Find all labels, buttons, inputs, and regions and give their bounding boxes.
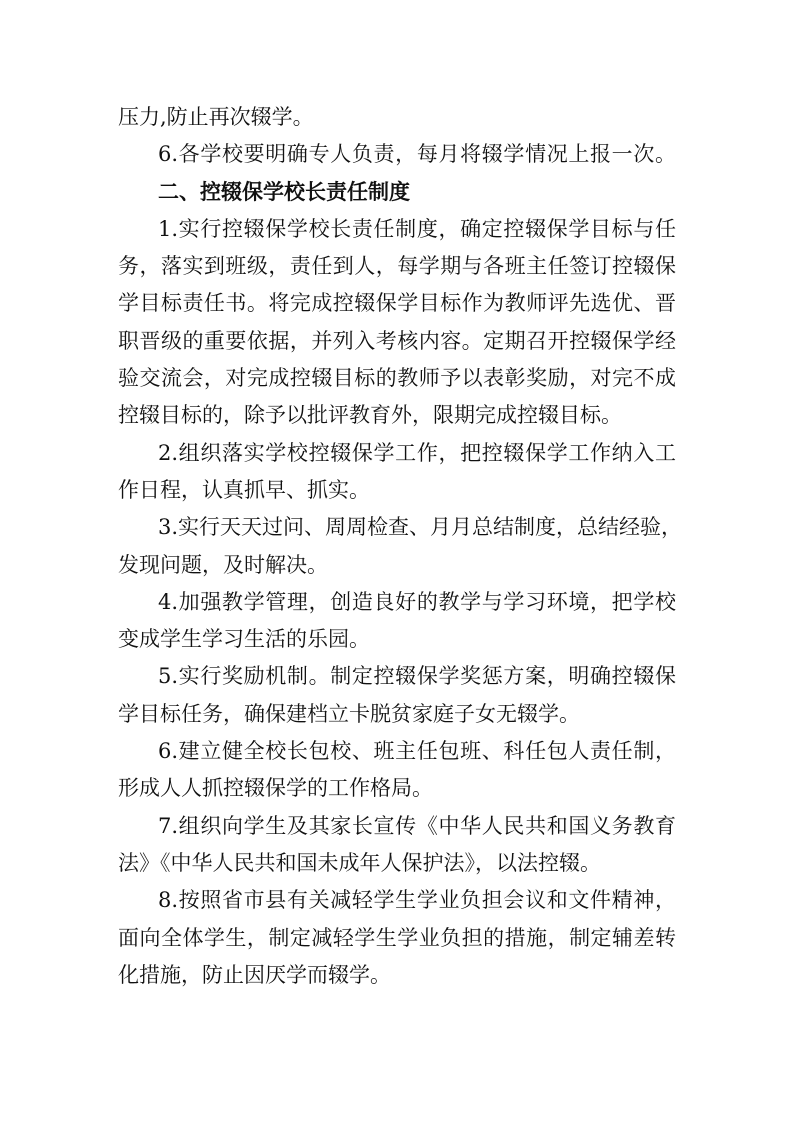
text-line: 发现问题，及时解决。 <box>118 552 328 577</box>
text-line: 验交流会，对完成控辍目标的教师予以表彰奖励，对完不成 <box>118 366 676 391</box>
text-line: 务，落实到班级，责任到人，每学期与各班主任签订控辍保 <box>118 254 676 279</box>
text-line: 3.实行天天过问、周周检查、月月总结制度，总结经验， <box>158 515 683 540</box>
text-line: 形成人人抓控辍保学的工作格局。 <box>118 776 433 801</box>
text-line: 变成学生学习生活的乐园。 <box>118 627 370 652</box>
text-line: 4.加强教学管理，创造良好的教学与学习环境，把学校 <box>158 589 676 614</box>
text-line: 化措施，防止因厌学而辍学。 <box>118 962 391 987</box>
document-page <box>118 99 683 994</box>
text-line: 面向全体学生，制定减轻学生学业负担的措施，制定辅差转 <box>118 925 676 950</box>
text-line: 2.组织落实学校控辍保学工作，把控辍保学工作纳入工 <box>158 440 676 465</box>
text-line: 7.组织向学生及其家长宣传《中华人民共和国义务教育 <box>158 813 676 838</box>
text-line: 8.按照省市县有关减轻学生学业负担会议和文件精神， <box>158 888 676 913</box>
text-line: 职晋级的重要依据，并列入考核内容。定期召开控辍保学经 <box>118 328 676 353</box>
text-line: 学目标责任书。将完成控辍保学目标作为教师评先选优、晋 <box>118 291 676 316</box>
text-line: 控辍目标的，除予以批评教育外，限期完成控辍目标。 <box>118 403 622 428</box>
text-line: 作日程，认真抓早、抓实。 <box>118 477 370 502</box>
text-line: 6.建立健全校长包校、班主任包班、科任包人责任制， <box>158 739 676 764</box>
text-line: 法》《中华人民共和国未成年人保护法》，以法控辍。 <box>118 850 601 875</box>
section-heading: 二、控辍保学校长责任制度 <box>158 179 410 204</box>
text-line: 1.实行控辍保学校长责任制度，确定控辍保学目标与任 <box>158 216 676 241</box>
text-line: 5.实行奖励机制。制定控辍保学奖惩方案，明确控辍保 <box>158 664 676 689</box>
text-line: 学目标任务，确保建档立卡脱贫家庭子女无辍学。 <box>118 701 580 726</box>
text-line: 压力,防止再次辍学。 <box>118 105 314 129</box>
text-line: 6.各学校要明确专人负责，每月将辍学情况上报一次。 <box>158 142 676 167</box>
